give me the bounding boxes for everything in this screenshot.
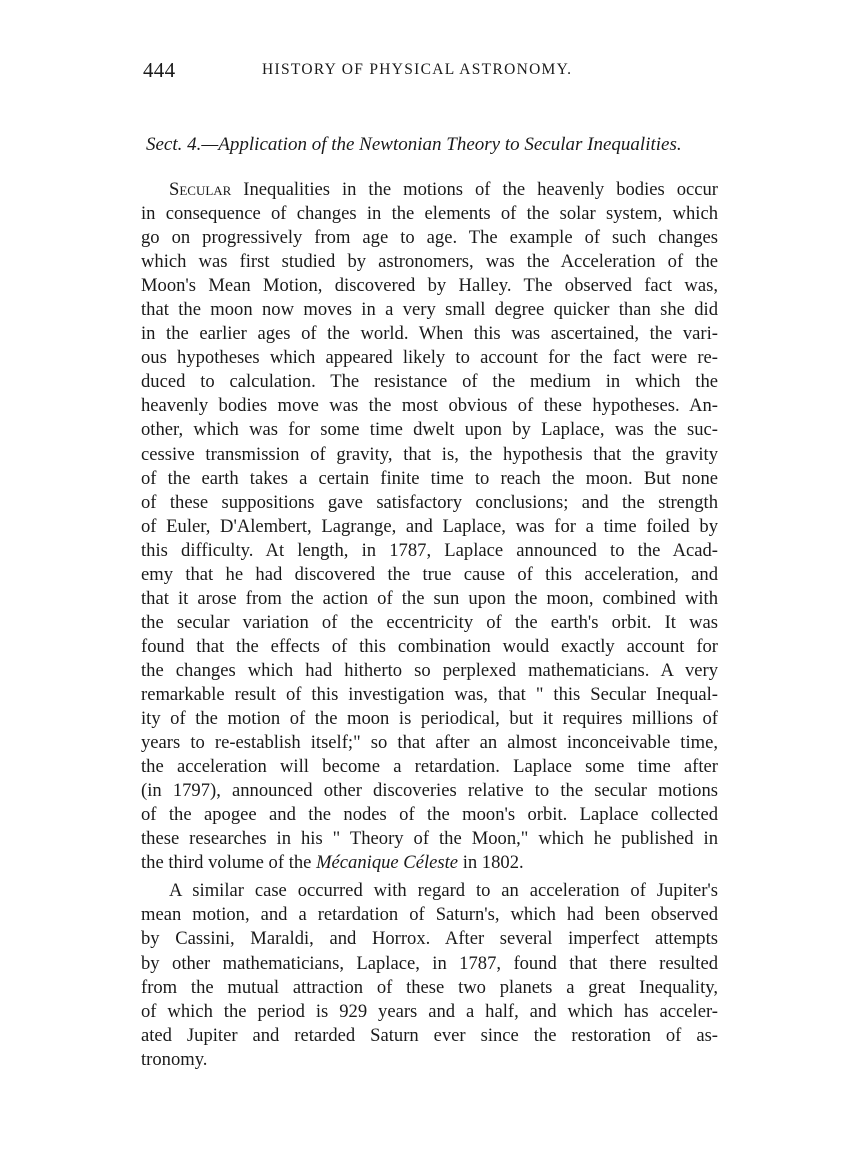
- text-line: mean motion, and a retardation of Saturn's, which had been observed: [141, 904, 718, 926]
- text-line: remarkable result of this investigation was, that " this Secular Inequal-: [141, 683, 718, 705]
- text-line: by Cassini, Maraldi, and Horrox. After several imperfect attempts: [141, 928, 718, 950]
- text-line: which was first studied by astronomers, was the Acceleration of the: [141, 251, 718, 273]
- text-line: in consequence of changes in the elements of the solar system, which: [141, 203, 718, 225]
- text-line: [141, 178, 718, 202]
- text-line: tronomy.: [141, 1048, 208, 1070]
- text-line: other, which was for some time dwelt upon by Laplace, was the suc-: [141, 419, 718, 441]
- text-line: from the mutual attraction of these two planets a great Inequality,: [141, 976, 718, 998]
- text-line: of these suppositions gave satisfactory conclusions; and the strength: [141, 491, 718, 513]
- section-heading: Sect. 4.—Application of the Newtonian Theory to Secular Inequalities.: [146, 134, 682, 155]
- text-line: of the apogee and the nodes of the moon's orbit. Laplace collected: [141, 804, 718, 826]
- text-line: (in 1797), announced other discoveries relative to the secular motions: [141, 780, 718, 802]
- paragraph-secular-inequalities: [141, 178, 718, 875]
- text-span: in 1802.: [458, 852, 524, 874]
- text-line: these researches in his " Theory of the Moon," which he published in: [141, 828, 718, 850]
- text-line: by other mathematicians, Laplace, in 1787, found that there resulted: [141, 952, 718, 974]
- text-line: years to re-establish itself;" so that after an almost inconceivable time,: [141, 732, 718, 754]
- text-line: in the earlier ages of the world. When this was ascertained, the vari-: [141, 323, 718, 345]
- text-line: of which the period is 929 years and a half, and which has acceler-: [141, 1000, 718, 1022]
- book-title: Mécanique Céleste: [316, 852, 459, 874]
- text-line: that the moon now moves in a very small degree quicker than she did: [141, 299, 718, 321]
- text-line: ity of the motion of the moon is periodical, but it requires millions of: [141, 708, 718, 730]
- text-line: ated Jupiter and retarded Saturn ever since the restoration of as-: [141, 1024, 718, 1046]
- text-line: found that the effects of this combination would exactly account for: [141, 635, 718, 657]
- text-line: cessive transmission of gravity, that is, the hypothesis that the gravity: [141, 443, 718, 465]
- text-span: the third volume of the: [141, 852, 317, 874]
- text-line: of Euler, D'Alembert, Lagrange, and Laplace, was for a time foiled by: [141, 515, 718, 537]
- text-line: the changes which had hitherto so perplexed mathematicians. A very: [141, 659, 718, 681]
- drop-word: Secular: [169, 179, 232, 200]
- text-line: ous hypotheses which appeared likely to account for the fact were re-: [141, 347, 718, 369]
- text-line: emy that he had discovered the true cause of this acceleration, and: [141, 563, 718, 585]
- text-line: [141, 851, 718, 875]
- text-span: Inequalities in the motions of the heavenly bodies occur: [231, 179, 718, 200]
- page-number: 444: [143, 58, 176, 82]
- body-text: [141, 178, 718, 1072]
- text-line: A similar case occurred with regard to an acceleration of Jupiter's: [169, 880, 718, 902]
- text-line: the acceleration will become a retardation. Laplace some time after: [141, 756, 718, 778]
- text-line: the secular variation of the eccentricity of the earth's orbit. It was: [141, 611, 718, 633]
- text-line: heavenly bodies move was the most obvious of these hypotheses. An-: [141, 395, 718, 417]
- text-line: duced to calculation. The resistance of the medium in which the: [141, 371, 718, 393]
- running-title: HISTORY OF PHYSICAL ASTRONOMY.: [262, 61, 573, 78]
- paragraph-jupiter-saturn: [141, 879, 718, 1071]
- text-line: of the earth takes a certain finite time to reach the moon. But none: [141, 467, 718, 489]
- text-line: that it arose from the action of the sun upon the moon, combined with: [141, 587, 718, 609]
- text-line: go on progressively from age to age. The example of such changes: [141, 227, 718, 249]
- text-line: Moon's Mean Motion, discovered by Halley. The observed fact was,: [141, 275, 718, 297]
- text-line: this difficulty. At length, in 1787, Laplace announced to the Acad-: [141, 539, 718, 561]
- running-head: [143, 58, 713, 88]
